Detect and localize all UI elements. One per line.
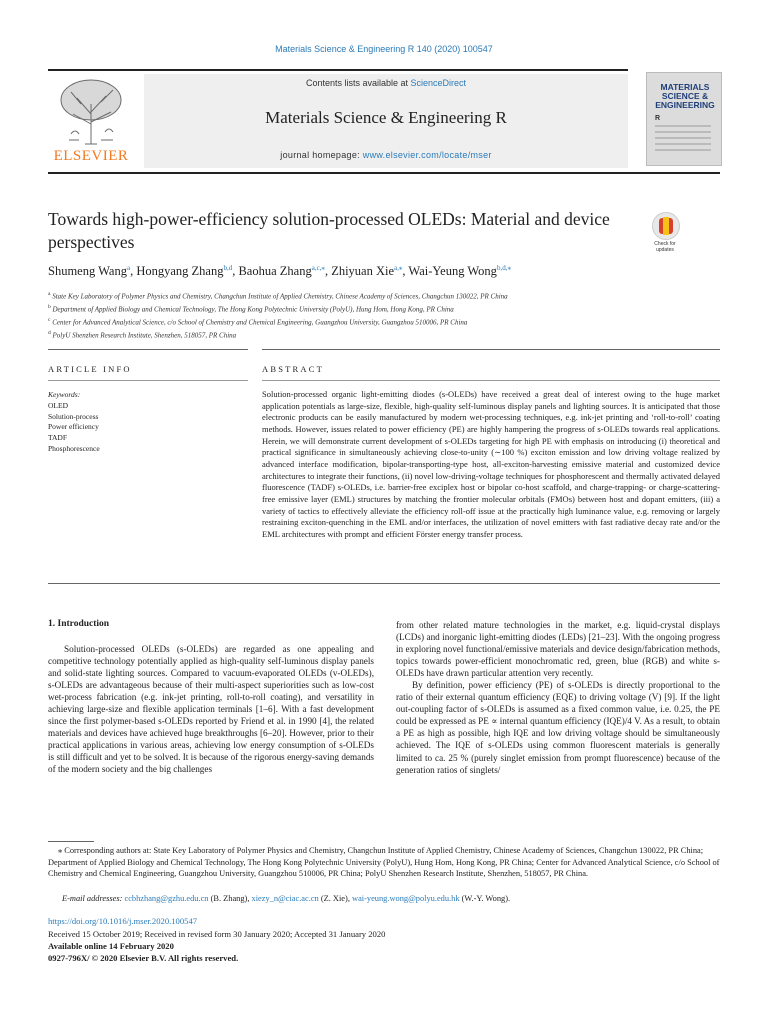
- header-bottom-rule: [48, 172, 720, 174]
- article-info-heading: ARTICLE INFO: [48, 364, 132, 374]
- abstract-rule-lower: [262, 380, 720, 381]
- author-affiliation-marker[interactable]: a: [126, 264, 131, 272]
- body-column-right: [396, 619, 720, 776]
- crossmark-badge[interactable]: [648, 212, 682, 252]
- elsevier-tree-icon: [51, 74, 131, 146]
- author-name[interactable]: Zhiyuan Xie: [331, 264, 395, 279]
- affiliation-item: $^c$ Center for Advanced Analytical Science, c/o School of Chemistry and Chemical Engineering, Guangzhou University, Guangzhou 510006, PR China: [48, 316, 468, 327]
- author-affiliation-marker[interactable]: b,d,⁎: [496, 264, 511, 272]
- author-affiliation-marker[interactable]: a,c,⁎: [311, 264, 325, 272]
- affiliation-item: $^b$ Department of Applied Biology and Chemical Technology, The Hong Kong Polytechnic University (PolyU), Hung Hom, Hong Kong, PR China: [48, 303, 454, 314]
- keywords-label: Keywords:: [48, 390, 81, 399]
- abstract-rule: [262, 349, 720, 350]
- journal-homepage-line: journal homepage: www.elsevier.com/locate/mser: [280, 150, 492, 160]
- cover-decoration: [655, 125, 711, 155]
- keyword-item: Power efficiency: [48, 422, 99, 432]
- affiliation-list: [48, 289, 728, 341]
- article-info-rule-lower: [48, 380, 248, 381]
- paragraph: By definition, power efficiency (PE) of s-OLEDs is directly proportional to the ratio of their external quantum efficiency (EQE) to driving voltage (V) [9]. If the light out-coupling factor of s-OLEDs is assumed as a fixed common value, i.e. 0.25, the PE could be expressed as PE ∝ internal quantum efficiency (IQE)/4 V. As a result, to obtain a PE as high as possible, high IQE and low driving voltage should be simultaneously achieved. The IQE of s-OLEDs using common fluorescent materials is generally limited to ca. 25 % (purely singlet emission from prompt fluorescence) because of the generation ratios of singlets/: [396, 680, 720, 775]
- affiliation-item: $^a$ State Key Laboratory of Polymer Physics and Chemistry, Changchun Institute of Applied Chemistry, Chinese Academy of Sciences, Changchun 130022, PR China: [48, 291, 508, 301]
- contents-lists-line: Contents lists available at ScienceDirect: [305, 78, 467, 88]
- crossmark-label: Check for updates: [654, 241, 676, 253]
- sciencedirect-link[interactable]: ScienceDirect: [410, 78, 467, 88]
- copyright-line: 0927-796X/ © 2020 Elsevier B.V. All rights reserved.: [48, 953, 239, 963]
- journal-reference[interactable]: Materials Science & Engineering R 140 (2020) 100547: [275, 44, 493, 54]
- email-addresses: E-mail addresses: ccbhzhang@gzhu.edu.cn (B. Zhang), xiezy_n@ciac.ac.cn (Z. Xie), wai-yeung.wong@polyu.edu.hk (W.-Y. Wong).: [62, 894, 511, 903]
- cover-title: MATERIALS SCIENCE & ENGINEERING: [655, 82, 715, 110]
- corresponding-author-footnote: ⁎ Corresponding authors at: State Key Laboratory of Polymer Physics and Chemistry, Changchun Institute of Applied Chemistry, Chinese Academy of Sciences, Changchun 130022, PR China; Department of Applied Biology and Chemical Technology, The Hong Kong Polytechnic University (PolyU), Hung Hom, Hong Kong, PR China; Center for Advanced Analytical Science, c/o School of Chemistry and Chemical Engineering, Guangzhou University, Guangzhou 510006, PR China; PolyU Shenzhen Research Institute, Shenzhen, 518057, PR China.: [48, 846, 720, 879]
- footnote-rule: [48, 841, 94, 842]
- article-title: Towards high-power-efficiency solution-processed OLEDs: Material and device perspectives: [48, 209, 610, 252]
- crossmark-icon: [652, 212, 680, 240]
- email-link[interactable]: wai-yeung.wong@polyu.edu.hk: [352, 894, 460, 903]
- keyword-item: TADF: [48, 433, 67, 443]
- keyword-item: Solution-process: [48, 411, 99, 421]
- journal-title: Materials Science & Engineering R: [265, 108, 507, 127]
- author-name[interactable]: Shumeng Wang: [48, 264, 127, 279]
- email-link[interactable]: ccbhzhang@gzhu.edu.cn: [124, 894, 209, 903]
- author-name[interactable]: Baohua Zhang: [238, 264, 312, 279]
- paragraph: Solution-processed OLEDs (s-OLEDs) are regarded as one appealing and competitive technology potentially applied as high-quality self-luminous display panels and solid-state lighting sources. Compared to vacuum-evaporated OLEDs (v-OLEDs), s-OLEDs are advantageous because of their multi-aspect superiorities such as low-cost wet-process fabrication (e.g. ink-jet printing, roll-to-roll coating), and versatility in achieving large-size and flexible application terminals [1–6]. With a fast development since the first polymer-based s-OLEDs reported by Friend et al. in 1990 [4], the related materials and devices have achieved huge breakthroughs [6–20]. However, prior to their practical applications in various areas, achieving low energy consumption of s-OLEDs is still difficult and yet to be solved. It is because of the rigorous energy-saving demands of the modern society and the big challenges: [48, 644, 374, 775]
- paragraph: from other related mature technologies in the market, e.g. liquid-crystal displays (LCDs) and inorganic light-emitting diodes (LEDs) [21–23]. With the ongoing progress in exploring novel functional/emissive materials and device design/fabrication methods, topics towards power-efficient monochromatic red, green, blue (RGB) and white s-OLEDs have drawn particular attention very recently.: [396, 620, 720, 679]
- cover-series-letter: R: [655, 115, 661, 122]
- author-name[interactable]: Hongyang Zhang: [136, 264, 224, 279]
- keyword-item: OLED: [48, 400, 68, 410]
- publisher-wordmark: ELSEVIER: [53, 148, 129, 164]
- keywords-block: [48, 390, 248, 455]
- received-dates: Received 15 October 2019; Received in revised form 30 January 2020; Accepted 31 January 2020: [48, 929, 386, 939]
- author-affiliation-marker[interactable]: a,⁎: [394, 264, 403, 272]
- doi-link[interactable]: https://doi.org/10.1016/j.mser.2020.100547: [48, 916, 198, 926]
- email-link[interactable]: xiezy_n@ciac.ac.cn: [251, 894, 319, 903]
- author-name[interactable]: Wai-Yeung Wong: [408, 264, 497, 279]
- author-list: Shumeng Wang$^a$, Hongyang Zhang$^{b,d}$, Baohua Zhang$^{a,c,⁎}$, Zhiyuan Xie$^{a,⁎}$, Wai-Yeung Wong$^{b,d,⁎}$: [48, 264, 511, 279]
- header-top-rule: [48, 69, 628, 71]
- section-heading-introduction: 1. Introduction: [48, 619, 110, 629]
- body-column-left: [48, 643, 374, 776]
- article-info-rule: [48, 349, 248, 350]
- abstract-text: Solution-processed organic light-emitting diodes (s-OLEDs) have received a great deal of interest owing to the huge market application potentials as large-size, flexible, high-quality self-luminous display panels and lighting sources. It is anticipated that those electronic products can be easily manufactured by modern wet-processing techniques, e.g. ink-jet printing and ‘roll-to-roll’ coating methods. However, issues related to power efficiency (PE) are highly hampering the progress of s-OLEDs towards real applications. Herein, we will demonstrate current development of s-OLEDs targeting for high PE with emphasis on introducing (i) theoretical and practical significance in simultaneously achieving close-to-unity (∼100 %) exciton emission and low driving voltage realized by advanced interface modification, bipolar-transporting-type host, all-exciton-harvesting emissive material and customized device architectures to integrate their functions, (ii) novel low-driving-voltage techniques for phosphorescent and thermally activated delayed fluorescence (TADF) s-OLEDs, i.e. barrier-free exciplex host or bipolar co-host scaffold, and charge-trapping- or charge-scattering-free emissive layer (EML) structures by matching the frontier molecular orbitals (FMOs) between host and dopant emitters, (iii) a variety of tactics to effectively alleviate the efficiency roll-off issue at the practically high luminance value, e.g. removing or largely restraining exciton-quenching in the EML and/or interfaces, the utilization of novel emitters with fast radiative decay rate and/or the EML architectures with prompt and efficient Förster energy transfer process.: [262, 389, 720, 539]
- author-affiliation-marker[interactable]: b,d: [223, 264, 233, 272]
- available-online: Available online 14 February 2020: [48, 941, 174, 951]
- abstract-bottom-rule: [48, 583, 720, 584]
- journal-homepage-link[interactable]: www.elsevier.com/locate/mser: [362, 150, 492, 160]
- affiliation-item: $^d$ PolyU Shenzhen Research Institute, Shenzhen, 518057, PR China: [48, 329, 237, 340]
- journal-cover-thumbnail[interactable]: [646, 72, 722, 166]
- abstract-heading: ABSTRACT: [262, 364, 324, 374]
- elsevier-logo: [48, 74, 134, 168]
- keyword-item: Phosphorescence: [48, 443, 100, 453]
